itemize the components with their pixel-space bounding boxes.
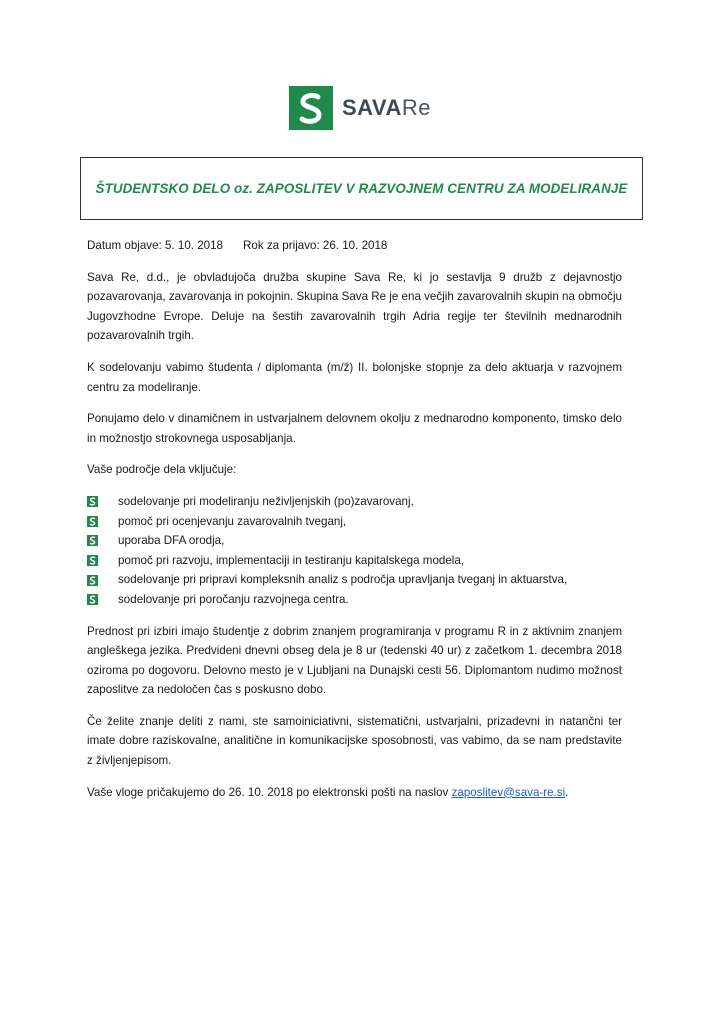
- sava-bullet-icon: [87, 575, 98, 586]
- sava-bullet-icon: [87, 496, 98, 507]
- sava-bullet-icon: [87, 594, 98, 605]
- profile-paragraph: Če želite znanje deliti z nami, ste samoiniciativni, sistematični, ustvarjalni, prizadevni in natančni ter imate dobre raziskovalne, analitične in komunikacijske sposobnosti, vas vabimo, da se nam predstavite z življenjepisom.: [87, 714, 622, 768]
- intro-paragraph: Sava Re, d.d., je obvladujoča družba skupine Sava Re, ki jo sestavlja 9 družb z dejavnostjo pozavarovanja, zavarovanja in pokojnin. Skupina Sava Re je ena večjih zavarovalnih skupin na območju Jugovzhodne Evrope. Deluje na šestih zavarovalnih trgih Adria regije ter številnih mednarodnih pozavarovalnih trgih.: [87, 270, 622, 343]
- invite-paragraph: K sodelovanju vabimo študenta / diplomanta (m/ž) II. bolonjske stopnje za delo aktuarja v razvojnem centru za modeliranje.: [87, 360, 622, 394]
- logo-wordmark: [342, 97, 431, 119]
- sava-bullet-icon: [87, 555, 98, 566]
- offer-paragraph: Ponujamo delo v dinamičnem in ustvarjalnem delovnem okolju z mednarodno komponento, timsko delo in možnostjo strokovnega usposabljanja.: [87, 412, 622, 445]
- list-item: [87, 512, 622, 532]
- list-item-text: sodelovanje pri pripravi kompleksnih analiz s področja upravljanja tveganj in aktuarstva,: [118, 573, 568, 587]
- page-title: ŠTUDENTSKO DELO oz. ZAPOSLITEV V RAZVOJNEM CENTRU ZA MODELIRANJE: [95, 181, 628, 196]
- list-item-text: sodelovanje pri modeliranju neživljenjskih (po)zavarovanj,: [118, 494, 414, 508]
- responsibilities-list: [87, 492, 622, 610]
- list-item-text: pomoč pri ocenjevanju zavarovalnih tveganj,: [118, 514, 347, 528]
- closing-text: Vaše vloge pričakujemo do 26. 10. 2018 po elektronski pošti na naslov: [87, 785, 452, 799]
- list-item-text: pomoč pri razvoju, implementaciji in testiranju kapitalskega modela,: [118, 553, 465, 567]
- list-item: [87, 570, 622, 590]
- deadline-date: Rok za prijavo: 26. 10. 2018: [243, 239, 388, 252]
- closing-paragraph: [87, 783, 622, 803]
- closing-end: .: [565, 785, 569, 799]
- document-body: [87, 236, 622, 814]
- list-item-text: sodelovanje pri poročanju razvojnega centra.: [118, 592, 349, 606]
- sava-re-logo: [289, 86, 431, 130]
- advantage-paragraph: Prednost pri izbiri imajo študentje z dobrim znanjem programiranja v programu R in z aktivnim znanjem angleškega jezika. Predvideni dnevni obseg dela je 8 ur (tedenski 40 ur) z začetkom 1. decembra 2018 oziroma po dogovoru. Delovno mesto je v Ljubljani na Dunajski cesti 56. Diplomantom nudimo možnost zaposlitve za nedoločen čas s poskusno dobo.: [87, 624, 622, 697]
- sava-s-logo-icon: [289, 86, 333, 130]
- list-item: [87, 531, 622, 551]
- logo-text-bold: SAVA: [342, 95, 402, 120]
- area-heading: Vaše področje dela vključuje:: [87, 463, 237, 477]
- list-item-text: uporaba DFA orodja,: [118, 534, 225, 548]
- title-box: [80, 157, 643, 220]
- list-item: [87, 551, 622, 571]
- dates-line: [87, 236, 622, 256]
- list-item: [87, 590, 622, 610]
- sava-bullet-icon: [87, 535, 98, 546]
- logo-text-light: Re: [401, 95, 431, 120]
- sava-bullet-icon: [87, 516, 98, 527]
- email-link[interactable]: zaposlitev@sava-re.si: [451, 785, 566, 799]
- publish-date: Datum objave: 5. 10. 2018: [87, 239, 223, 252]
- list-item: [87, 492, 622, 512]
